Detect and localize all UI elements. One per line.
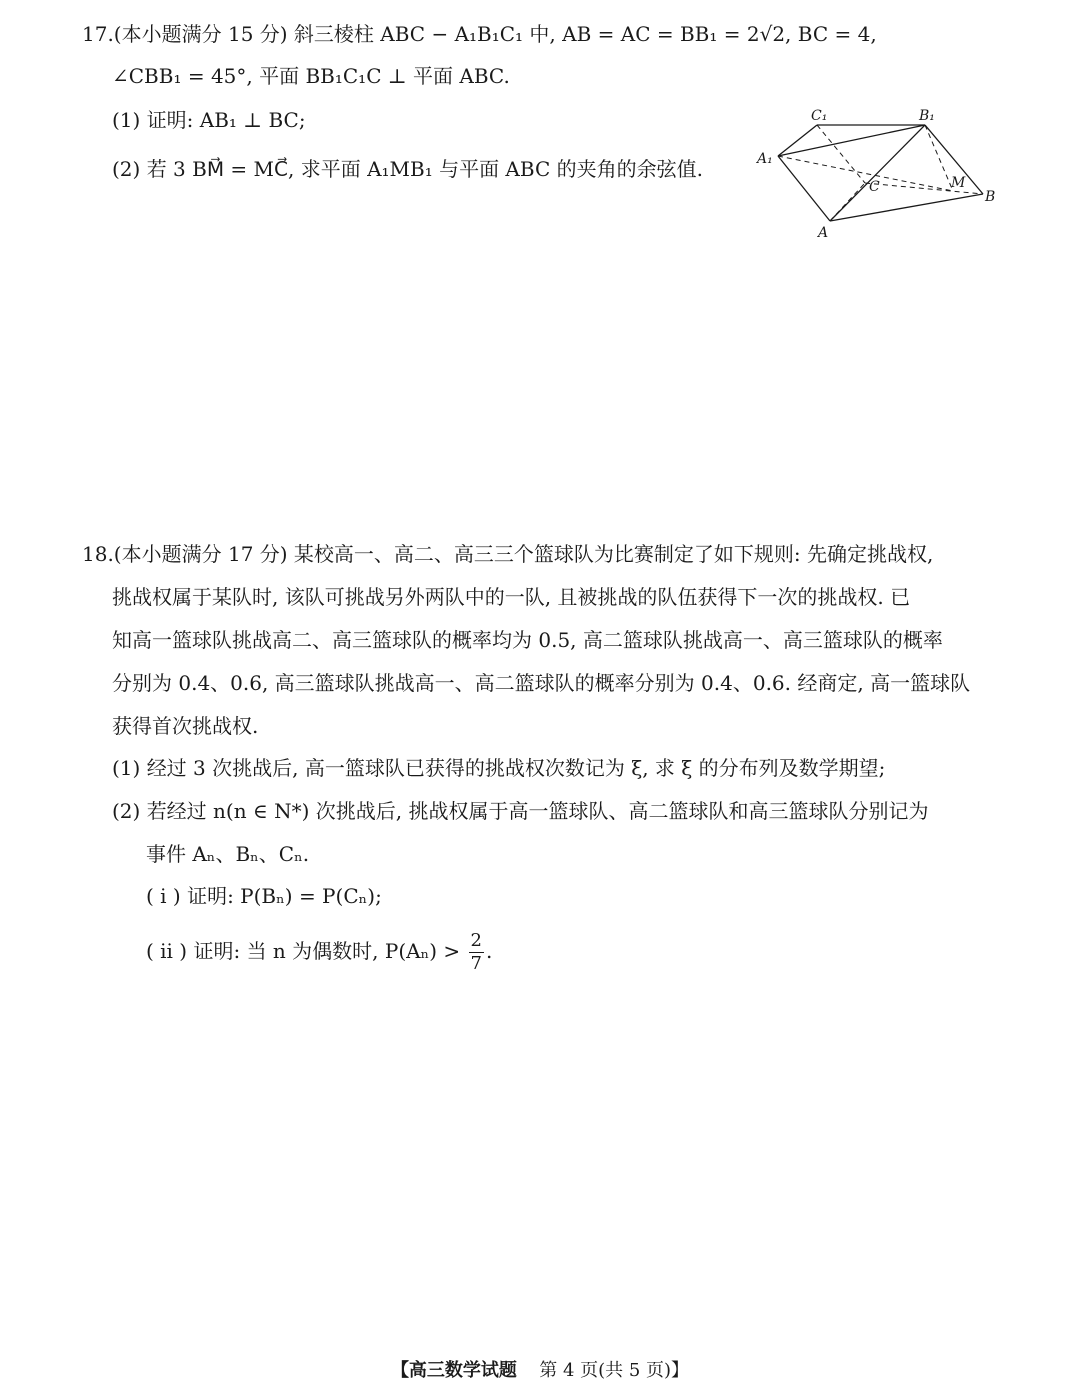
q17-line-2: ∠CBB₁ = 45°, 平面 BB₁C₁C ⊥ 平面 ABC.	[112, 64, 510, 88]
edge-a1-b1	[778, 125, 925, 156]
q18-sub-i: ( i ) 证明: P(Bₙ) = P(Cₙ);	[146, 884, 382, 908]
fraction-numerator: 2	[470, 930, 482, 951]
label-m: M	[951, 175, 966, 191]
page-footer	[0, 1356, 1080, 1382]
q17-line-1: 17.(本小题满分 15 分) 斜三棱柱 ABC − A₁B₁C₁ 中, AB = AC = BB₁ = 2√2, BC = 4,	[82, 22, 877, 46]
q18-part-2-line-1: (2) 若经过 n(n ∈ N*) 次挑战后, 挑战权属于高一篮球队、高二篮球队和高三篮球队分别记为	[112, 799, 929, 823]
q18-line-4: 分别为 0.4、0.6, 高三篮球队挑战高一、高二篮球队的概率分别为 0.4、0.6. 经商定, 高一篮球队	[112, 671, 971, 695]
fraction-denominator: 7	[470, 953, 482, 974]
edge-a1-a	[778, 156, 830, 221]
label-a1: A₁	[757, 151, 773, 167]
q18-line-5: 获得首次挑战权.	[112, 714, 259, 738]
q18-line-3: 知高一篮球队挑战高二、高三篮球队的概率均为 0.5, 高二篮球队挑战高一、高三篮球队的概率	[112, 628, 943, 652]
q18-line-1: 18.(本小题满分 17 分) 某校高一、高二、高三三个篮球队为比赛制定了如下规则: 先确定挑战权,	[82, 542, 934, 566]
edge-b1-m	[925, 125, 953, 191]
q18-part-2-line-2: 事件 Aₙ、Bₙ、Cₙ.	[146, 842, 310, 866]
q18-sub-ii	[146, 928, 492, 974]
q18-line-2: 挑战权属于某队时, 该队可挑战另外两队中的一队, 且被挑战的队伍获得下一次的挑战权. 已	[112, 585, 911, 609]
label-c1: C₁	[811, 108, 828, 124]
label-b: B	[985, 189, 996, 205]
prism-figure	[745, 105, 1015, 245]
footer-page-number: 第 4 页(共 5 页)】	[539, 1360, 690, 1381]
q17-part-1: (1) 证明: AB₁ ⊥ BC;	[112, 108, 306, 132]
footer-title: 【高三数学试题	[390, 1360, 517, 1381]
q18-sub-ii-text: ( ii ) 证明: 当 n 为偶数时, P(Aₙ) >	[146, 939, 461, 963]
fraction	[469, 932, 484, 973]
label-c: C	[869, 179, 880, 195]
q18-part-1: (1) 经过 3 次挑战后, 高一篮球队已获得的挑战权次数记为 ξ, 求 ξ 的分布列及数学期望;	[112, 756, 886, 780]
q17-part-2: (2) 若 3 BM⃗ = MC⃗, 求平面 A₁MB₁ 与平面 ABC 的夹角的余弦值.	[112, 157, 703, 181]
label-b1: B₁	[919, 108, 935, 124]
edge-c1-c	[817, 125, 865, 183]
q18-sub-ii-end: .	[485, 939, 493, 963]
label-a: A	[818, 225, 829, 241]
